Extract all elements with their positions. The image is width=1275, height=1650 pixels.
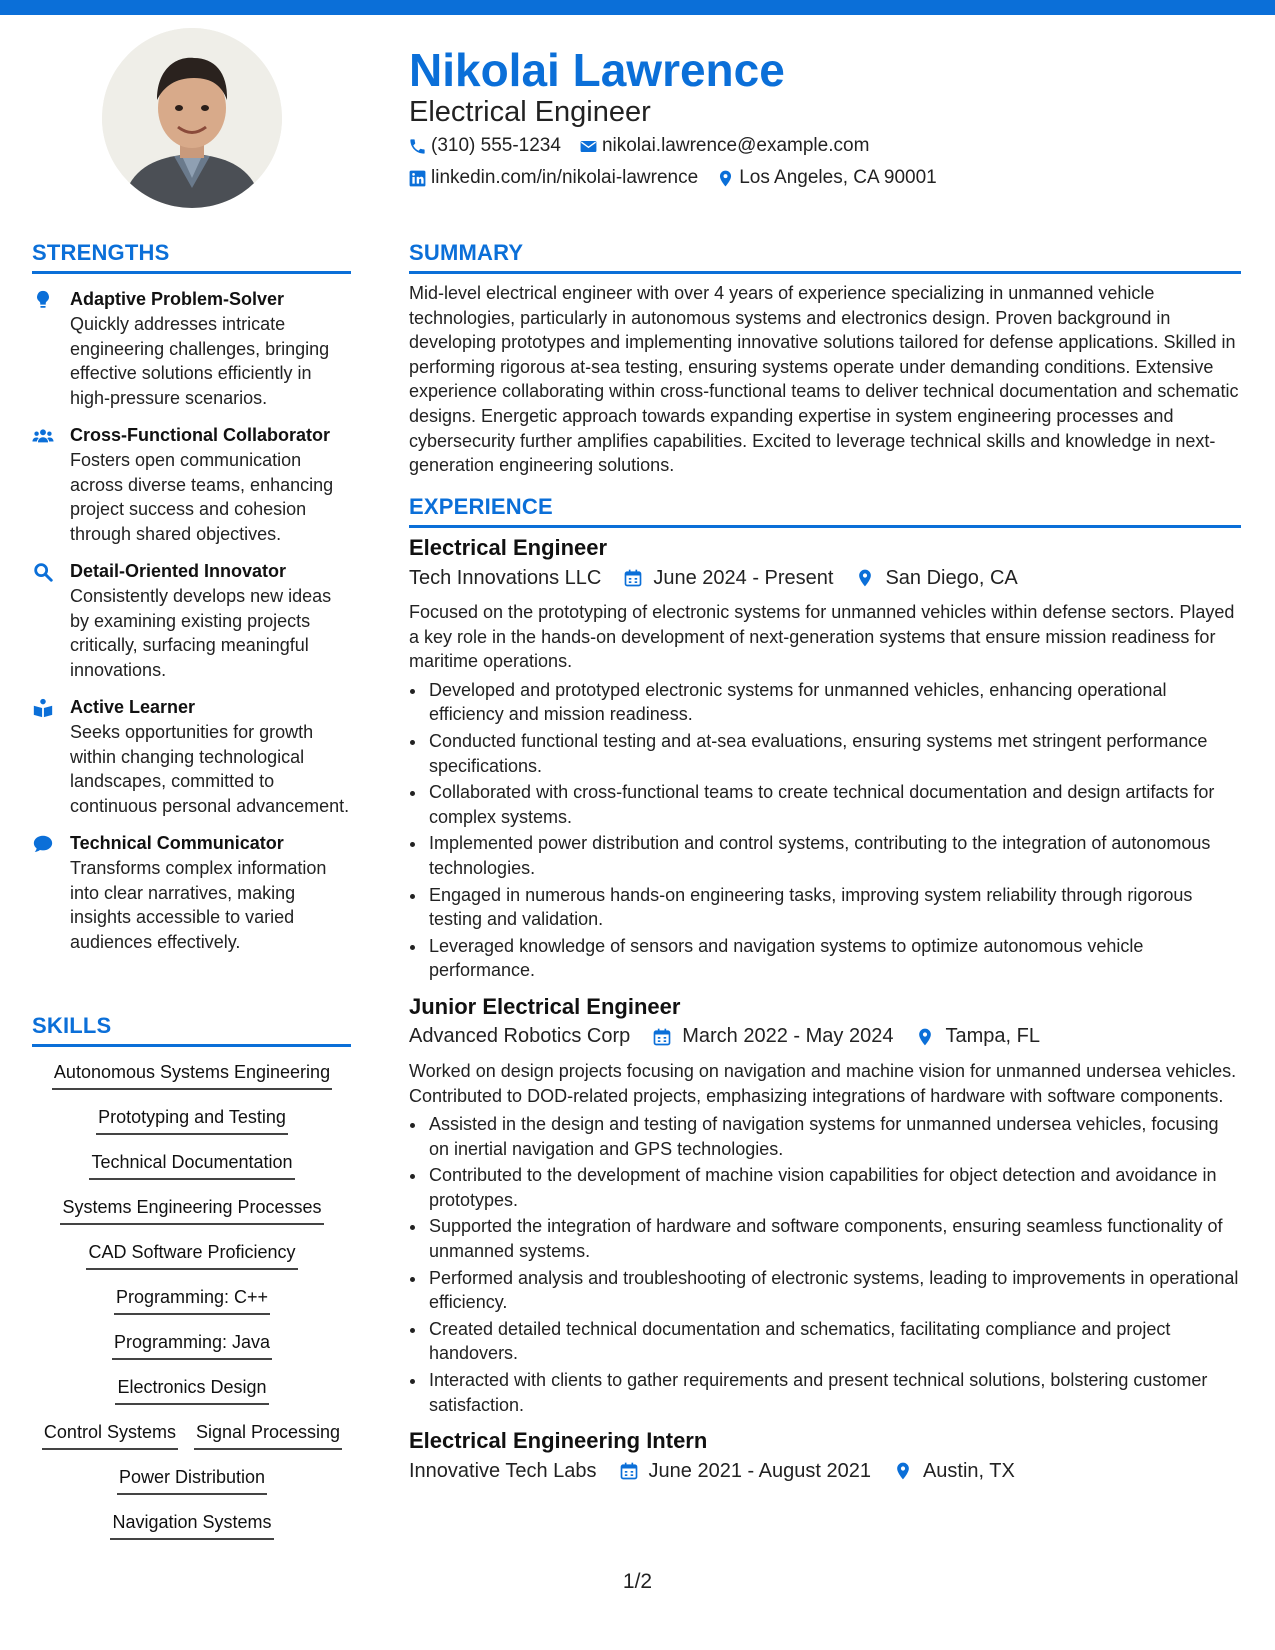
strength-title: Detail-Oriented Innovator bbox=[70, 561, 287, 581]
top-accent-bar bbox=[0, 0, 1275, 15]
calendar-icon bbox=[623, 568, 643, 588]
strength-desc: Transforms complex information into clear narratives, making insights accessible to varied audiences effectively. bbox=[70, 858, 327, 952]
strengths-rule bbox=[32, 271, 351, 274]
phone-text: (310) 555-1234 bbox=[431, 135, 561, 156]
strength-item bbox=[32, 287, 352, 410]
job-company: Innovative Tech Labs bbox=[409, 1459, 597, 1482]
skills-heading: SKILLS bbox=[32, 1013, 112, 1038]
location-pin-icon bbox=[893, 1461, 913, 1481]
job-meta bbox=[409, 1021, 1241, 1053]
job-dates: March 2022 - May 2024 bbox=[682, 1025, 894, 1048]
page-indicator: 1/2 bbox=[622, 1570, 653, 1593]
strength-title: Cross-Functional Collaborator bbox=[70, 425, 331, 445]
strength-item bbox=[32, 559, 352, 682]
job-bullet: • Performed analysis and troubleshooting of electronic systems, leading to improvements in operational efficiency. bbox=[427, 1266, 1241, 1315]
job-entry bbox=[409, 534, 1241, 983]
skill-tag: CAD Software Proficiency bbox=[86, 1240, 297, 1270]
job-location: Austin, TX bbox=[922, 1459, 1015, 1482]
strength-desc: Quickly addresses intricate engineering challenges, bringing effective solutions efficiently in high-pressure scenarios. bbox=[70, 314, 330, 408]
users-icon bbox=[32, 425, 54, 447]
calendar-icon bbox=[619, 1461, 639, 1481]
job-bullet: • Developed and prototyped electronic systems for unmanned vehicles, enhancing operational efficiency and mission readiness. bbox=[427, 678, 1241, 727]
strength-desc: Seeks opportunities for growth within changing technological landscapes, committed to continuous personal advancement. bbox=[70, 722, 350, 816]
candidate-role: Electrical Engineer bbox=[409, 96, 651, 128]
profile-photo bbox=[102, 28, 282, 208]
job-bullet: • Implemented power distribution and control systems, contributing to the integration of autonomous technologies. bbox=[427, 831, 1241, 880]
summary-rule bbox=[409, 271, 1241, 274]
location-pin-icon bbox=[716, 169, 735, 188]
skill-tag: Technical Documentation bbox=[89, 1150, 294, 1180]
job-bullets bbox=[409, 1112, 1241, 1417]
job-bullet: • Conducted functional testing and at-sea evaluations, ensuring systems met stringent performance specifications. bbox=[427, 729, 1241, 778]
location-text: Los Angeles, CA 90001 bbox=[739, 167, 937, 188]
linkedin-text: linkedin.com/in/nikolai-lawrence bbox=[431, 167, 699, 188]
candidate-name: Nikolai Lawrence bbox=[409, 44, 785, 96]
job-bullet: • Assisted in the design and testing of navigation systems for unmanned undersea vehicles, focusing on inertial navigation and GPS technologies. bbox=[427, 1112, 1241, 1161]
strength-title: Adaptive Problem-Solver bbox=[70, 289, 285, 309]
chat-bubble-icon bbox=[32, 833, 54, 855]
job-dates: June 2021 - August 2021 bbox=[648, 1459, 871, 1482]
contact-row-2 bbox=[408, 165, 955, 191]
job-company: Tech Innovations LLC bbox=[409, 566, 602, 589]
skill-tag: Signal Processing bbox=[194, 1420, 342, 1450]
strength-desc: Fosters open communication across diverse teams, enhancing project success and cohesion through shared objectives. bbox=[70, 450, 334, 544]
lightbulb-icon bbox=[32, 289, 54, 311]
strength-item bbox=[32, 695, 352, 818]
strength-desc: Consistently develops new ideas by examining existing projects critically, surfacing meaningful innovations. bbox=[70, 586, 332, 680]
job-bullet: • Created detailed technical documentation and schematics, facilitating compliance and project handovers. bbox=[427, 1317, 1241, 1366]
job-entry bbox=[409, 993, 1241, 1417]
phone-icon bbox=[408, 137, 427, 156]
job-location: San Diego, CA bbox=[885, 566, 1018, 589]
experience-heading: EXPERIENCE bbox=[409, 494, 553, 519]
email-icon bbox=[579, 137, 598, 156]
calendar-icon bbox=[652, 1027, 672, 1047]
strength-title: Technical Communicator bbox=[70, 833, 284, 853]
job-summary: Worked on design projects focusing on navigation and machine vision for unmanned undersea vehicles. Contributed to DOD-related projects, emphasizing integrations of hardware with software components. bbox=[409, 1060, 1237, 1106]
skill-tag: Autonomous Systems Engineering bbox=[52, 1060, 332, 1090]
skills-list bbox=[32, 1060, 352, 1555]
location-pin-icon bbox=[855, 568, 875, 588]
linkedin-icon bbox=[408, 169, 427, 188]
job-bullet: • Engaged in numerous hands-on engineering tasks, improving system reliability through rigorous testing and validation. bbox=[427, 883, 1241, 932]
strengths-heading: STRENGTHS bbox=[32, 240, 170, 265]
summary-text: Mid-level electrical engineer with over 4 years of experience specializing in unmanned vehicle technologies, particularly in autonomous systems and electronics design. Proven background in developing prototypes and implementing innovative solutions tailored for defense applications. Skilled in performing rigorous at-sea testing, ensuring systems operate under demanding conditions. Extensive experience collaborating within cross-functional teams to deliver technical documentation and schematic designs. Energetic approach towards expanding expertise in system engineering processes and cybersecurity further amplifies capabilities. Excited to leverage technical skills and knowledge in next-generation engineering solutions. bbox=[409, 283, 1239, 476]
phone-contact[interactable] bbox=[408, 135, 561, 157]
search-icon bbox=[32, 561, 54, 583]
strength-title: Active Learner bbox=[70, 697, 196, 717]
strength-item bbox=[32, 423, 352, 546]
skill-tag: Prototyping and Testing bbox=[96, 1105, 288, 1135]
job-summary: Focused on the prototyping of electronic systems for unmanned vehicles within defense sectors. Played a key role in the hands-on development of next-generation systems that ensure mission readiness for maritime operations. bbox=[409, 602, 1235, 672]
skill-tag: Programming: Java bbox=[112, 1330, 272, 1360]
strengths-list bbox=[32, 287, 352, 967]
job-title: Electrical Engineering Intern bbox=[409, 1428, 708, 1454]
experience-rule bbox=[409, 525, 1241, 528]
job-title: Electrical Engineer bbox=[409, 535, 608, 560]
job-bullet: • Supported the integration of hardware and software components, ensuring seamless functionality of unmanned systems. bbox=[427, 1214, 1241, 1263]
job-bullet: • Contributed to the development of machine vision capabilities for object detection and avoidance in prototypes. bbox=[427, 1163, 1241, 1212]
linkedin-contact[interactable] bbox=[408, 167, 698, 189]
job-meta bbox=[409, 562, 1241, 594]
job-location: Tampa, FL bbox=[945, 1025, 1040, 1048]
skill-tag: Control Systems bbox=[42, 1420, 178, 1450]
contact-row-1 bbox=[408, 133, 887, 159]
job-title: Junior Electrical Engineer bbox=[409, 993, 681, 1019]
skill-tag: Systems Engineering Processes bbox=[60, 1195, 323, 1225]
location-pin-icon bbox=[915, 1027, 935, 1047]
skills-rule bbox=[32, 1044, 351, 1047]
job-bullet: • Interacted with clients to gather requirements and present technical solutions, bolstering customer satisfaction. bbox=[427, 1368, 1241, 1417]
job-company: Advanced Robotics Corp bbox=[409, 1025, 631, 1048]
job-dates: June 2024 - Present bbox=[653, 566, 834, 589]
job-bullet: • Collaborated with cross-functional teams to create technical documentation and design artifacts for complex systems. bbox=[427, 780, 1241, 829]
skill-tag: Electronics Design bbox=[115, 1375, 268, 1405]
location-contact bbox=[716, 167, 937, 189]
skill-tag: Navigation Systems bbox=[110, 1510, 273, 1540]
strength-item bbox=[32, 831, 352, 954]
skill-tag: Power Distribution bbox=[117, 1465, 267, 1495]
summary-heading: SUMMARY bbox=[409, 240, 524, 265]
skill-tag: Programming: C++ bbox=[114, 1285, 270, 1315]
experience-list bbox=[409, 534, 1241, 1487]
email-text: nikolai.lawrence@example.com bbox=[601, 135, 870, 156]
job-bullet: • Leveraged knowledge of sensors and navigation systems to optimize autonomous vehicle performance. bbox=[427, 934, 1241, 983]
email-contact[interactable] bbox=[579, 135, 869, 157]
job-meta bbox=[409, 1455, 1241, 1487]
job-entry bbox=[409, 1427, 1241, 1487]
job-bullets bbox=[409, 678, 1241, 983]
book-reader-icon bbox=[32, 697, 54, 719]
